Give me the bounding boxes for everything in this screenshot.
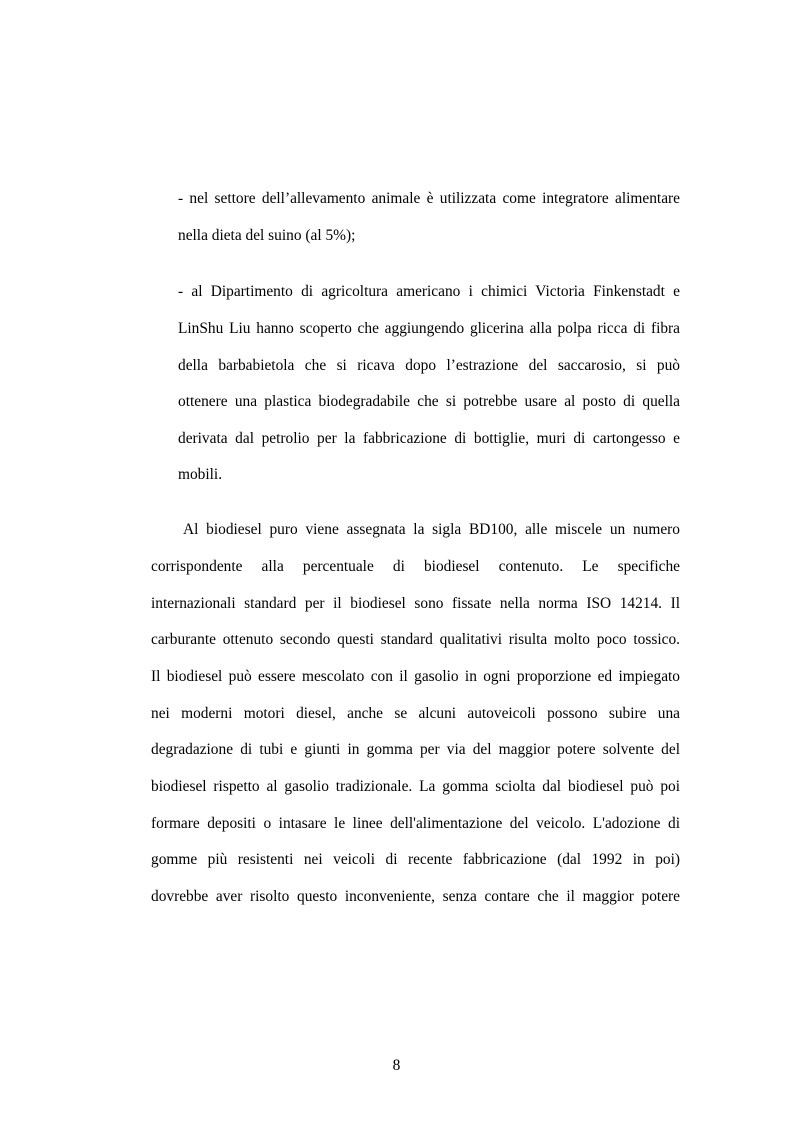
bullet-1-line-1: - nel settore dell’allevamento animale è utilizzata come integratore alimentare bbox=[178, 190, 680, 207]
paragraph-line-9: formare depositi o intasare le linee dell'alimentazione del veicolo. L'adozione di bbox=[151, 815, 680, 832]
bullet-1-line-2: nella dieta del suino (al 5%); bbox=[178, 227, 356, 244]
bullet-2-line-6: mobili. bbox=[178, 466, 223, 483]
paragraph-line-10: gomme più resistenti nei veicoli di recente fabbricazione (dal 1992 in poi) bbox=[151, 851, 680, 868]
bullet-2-line-1: - al Dipartimento di agricoltura americano i chimici Victoria Finkenstadt e bbox=[178, 283, 680, 300]
paragraph-line-8: biodiesel rispetto al gasolio tradizionale. La gomma sciolta dal biodiesel può poi bbox=[151, 778, 680, 795]
paragraph-line-1: Al biodiesel puro viene assegnata la sigla BD100, alle miscele un numero bbox=[183, 521, 680, 538]
bullet-2-line-4: ottenere una plastica biodegradabile che si potrebbe usare al posto di quella bbox=[178, 393, 680, 410]
paragraph-line-11: dovrebbe aver risolto questo inconveniente, senza contare che il maggior potere bbox=[151, 888, 680, 905]
paragraph-line-2: corrispondente alla percentuale di biodiesel contenuto. Le specifiche bbox=[151, 558, 680, 575]
paragraph-line-5: Il biodiesel può essere mescolato con il gasolio in ogni proporzione ed impiegato bbox=[151, 668, 680, 685]
paragraph-line-3: internazionali standard per il biodiesel sono fissate nella norma ISO 14214. Il bbox=[151, 595, 680, 612]
page-number: 8 bbox=[392, 1057, 401, 1074]
bullet-2-line-2: LinShu Liu hanno scoperto che aggiungendo glicerina alla polpa ricca di fibra bbox=[178, 320, 680, 337]
paragraph-line-6: nei moderni motori diesel, anche se alcuni autoveicoli possono subire una bbox=[151, 705, 680, 722]
bullet-2-line-3: della barbabietola che si ricava dopo l’estrazione del saccarosio, si può bbox=[178, 357, 680, 374]
paragraph-line-7: degradazione di tubi e giunti in gomma per via del maggior potere solvente del bbox=[151, 741, 680, 758]
paragraph-line-4: carburante ottenuto secondo questi standard qualitativi risulta molto poco tossico. bbox=[151, 631, 680, 648]
bullet-2-line-5: derivata dal petrolio per la fabbricazione di bottiglie, muri di cartongesso e bbox=[178, 430, 680, 447]
